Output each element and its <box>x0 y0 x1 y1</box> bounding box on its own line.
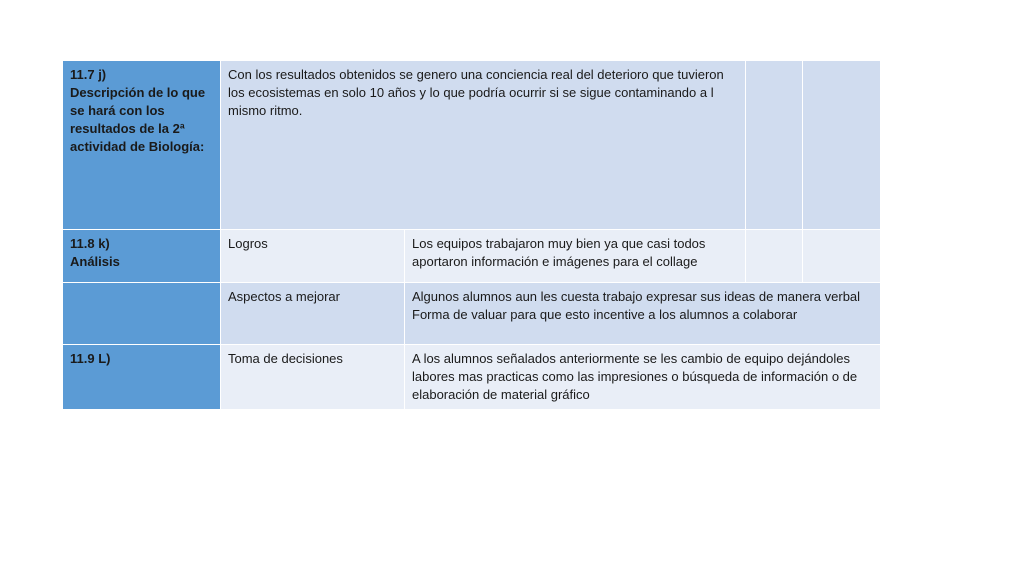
cell-aspectos-text: Algunos alumnos aun les cuesta trabajo expresar sus ideas de manera verbal Forma de valuar para que esto incentive a los alumnos a colaborar <box>405 283 881 345</box>
table-row-decisions <box>63 345 881 410</box>
row-heading-empty <box>63 283 221 345</box>
row-heading-decisions: 11.9 L) <box>63 345 221 410</box>
cell-label-decisiones: Toma de decisiones <box>221 345 405 410</box>
cell-label-logros: Logros <box>221 230 405 283</box>
row-heading-description: 11.7 j) Descripción de lo que se hará con los resultados de la 2ª actividad de Biología: <box>63 61 221 230</box>
empty-cell <box>803 230 881 283</box>
empty-cell <box>746 61 803 230</box>
empty-cell <box>803 61 881 230</box>
row-heading-analysis: 11.8 k) Análisis <box>63 230 221 283</box>
table-row-analysis <box>63 230 881 283</box>
empty-cell <box>746 230 803 283</box>
cell-decisiones-text: A los alumnos señalados anteriormente se les cambio de equipo dejándoles labores mas practicas como las impresiones o búsqueda de información o de elaboración de material gráfico <box>405 345 881 410</box>
table-row-improvements <box>63 283 881 345</box>
cell-logros-text: Los equipos trabajaron muy bien ya que casi todos aportaron información e imágenes para el collage <box>405 230 746 283</box>
activity-report-table <box>62 60 881 410</box>
cell-description-text: Con los resultados obtenidos se genero una conciencia real del deterioro que tuvieron los ecosistemas en solo 10 años y lo que podría ocurrir si se sigue contaminando a l mismo ritmo. <box>221 61 746 230</box>
table-row-description <box>63 61 881 230</box>
cell-label-aspectos: Aspectos a mejorar <box>221 283 405 345</box>
